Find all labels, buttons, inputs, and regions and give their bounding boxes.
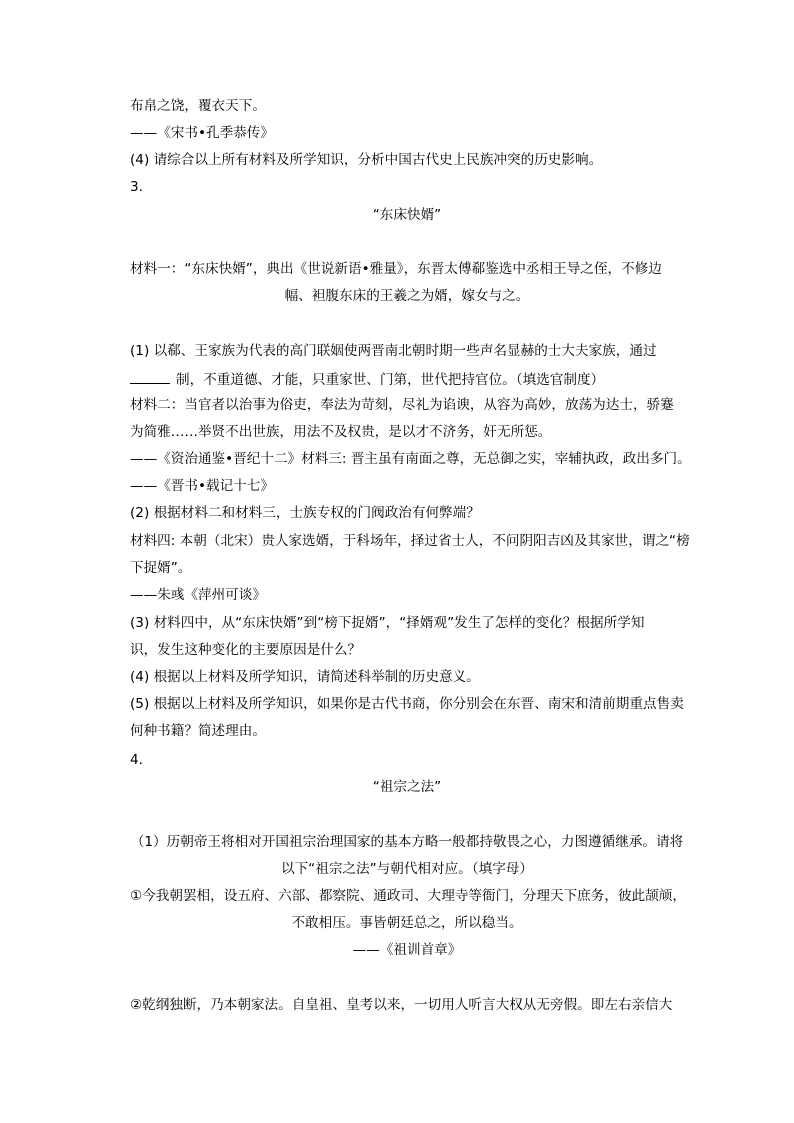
question-line: (4) 请综合以上所有材料及所学知识，分析中国古代史上民族冲突的历史影响。 (130, 152, 603, 168)
question-line: (2) 根据材料二和材料三，士族专权的门阀政治有何弊端？ (130, 505, 480, 521)
question-line: (4) 根据以上材料及所学知识，请简述科举制的历史意义。 (130, 669, 480, 685)
citation-line: ——《宋书•孔季恭传》 (130, 125, 274, 141)
text-line: 为简雅……举贤不出世族，用法不及权贵，是以才不济务，奸无所惩。 (130, 424, 552, 440)
question-line: (1) 以郗、王家族为代表的高门联姻使两晋南北朝时期一些声名显赫的士大夫家族，通过 (130, 343, 657, 359)
text-line: ①今我朝罢相，设五府、六部、都察院、通政司、大理寺等衙门，分理天下庶务，彼此颉颃， (130, 888, 686, 904)
text-line: 幅、袒腹东床的王羲之为婿，嫁女与之。 (284, 288, 530, 304)
section-title: “祖宗之法” (372, 779, 442, 795)
question-line (130, 369, 604, 389)
citation-line: ——《晋书•载记十七》 (130, 478, 274, 494)
section-title: “东床快婿” (372, 207, 442, 223)
question-line: (5) 根据以上材料及所学知识，如果你是古代书商，你分别会在东晋、南宋和清前期重点售卖 (130, 696, 684, 712)
citation-line: ——《资治通鉴•晋纪十二》材料三: 晋主虽有南面之尊，无总御之实，宰辅执政，政出多门。 (130, 451, 691, 467)
text-span: 制，不重道德、才能，只重家世、门第，世代把持官位。（填选官制度） (176, 372, 605, 388)
question-line: （1）历朝帝王将相对开国祖宗治理国家的基本方略一般都持敬畏之心，力图遵循继承。请将 (130, 834, 684, 850)
citation-line: ——朱彧《萍州可谈》 (130, 587, 266, 603)
question-number: 4. (130, 752, 143, 768)
text-line: 布帛之饶，覆衣天下。 (130, 98, 266, 114)
text-line: 材料二：当官者以治事为俗吏，奉法为苛刻，尽礼为谄谀，从容为高妙，放荡为达士，骄蹇 (130, 397, 674, 413)
text-line: 不敢相压。事皆朝廷总之，所以稳当。 (291, 915, 523, 931)
text-line: 材料一：“东床快婿”，典出《世说新语•雅量》，东晋太傅郗鉴选中丞相王导之侄，不修边 (130, 261, 662, 277)
question-line: 以下“祖宗之法”与朝代相对应。（填字母） (281, 861, 533, 877)
citation-line: ——《祖训首章》 (352, 942, 462, 958)
text-line: ②乾纲独断，乃本朝家法。自皇祖、皇考以来，一切用人听言大权从无旁假。即左右亲信大 (130, 997, 673, 1013)
question-line: 何种书籍？简述理由。 (130, 723, 266, 739)
text-line: 下捉婿”。 (130, 560, 192, 576)
question-line: 识，发生这种变化的主要原因是什么？ (130, 642, 362, 658)
text-line: 材料四: 本朝（北宋）贵人家选婿，于科场年，择过省士人，不问阴阳吉凶及其家世，谓之“榜 (130, 533, 690, 549)
answer-blank (130, 369, 170, 384)
question-number: 3. (130, 179, 143, 195)
question-line: (3) 材料四中，从“东床快婿”到“榜下捉婿”，“择婿观”发生了怎样的变化？根据所学知 (130, 615, 645, 631)
